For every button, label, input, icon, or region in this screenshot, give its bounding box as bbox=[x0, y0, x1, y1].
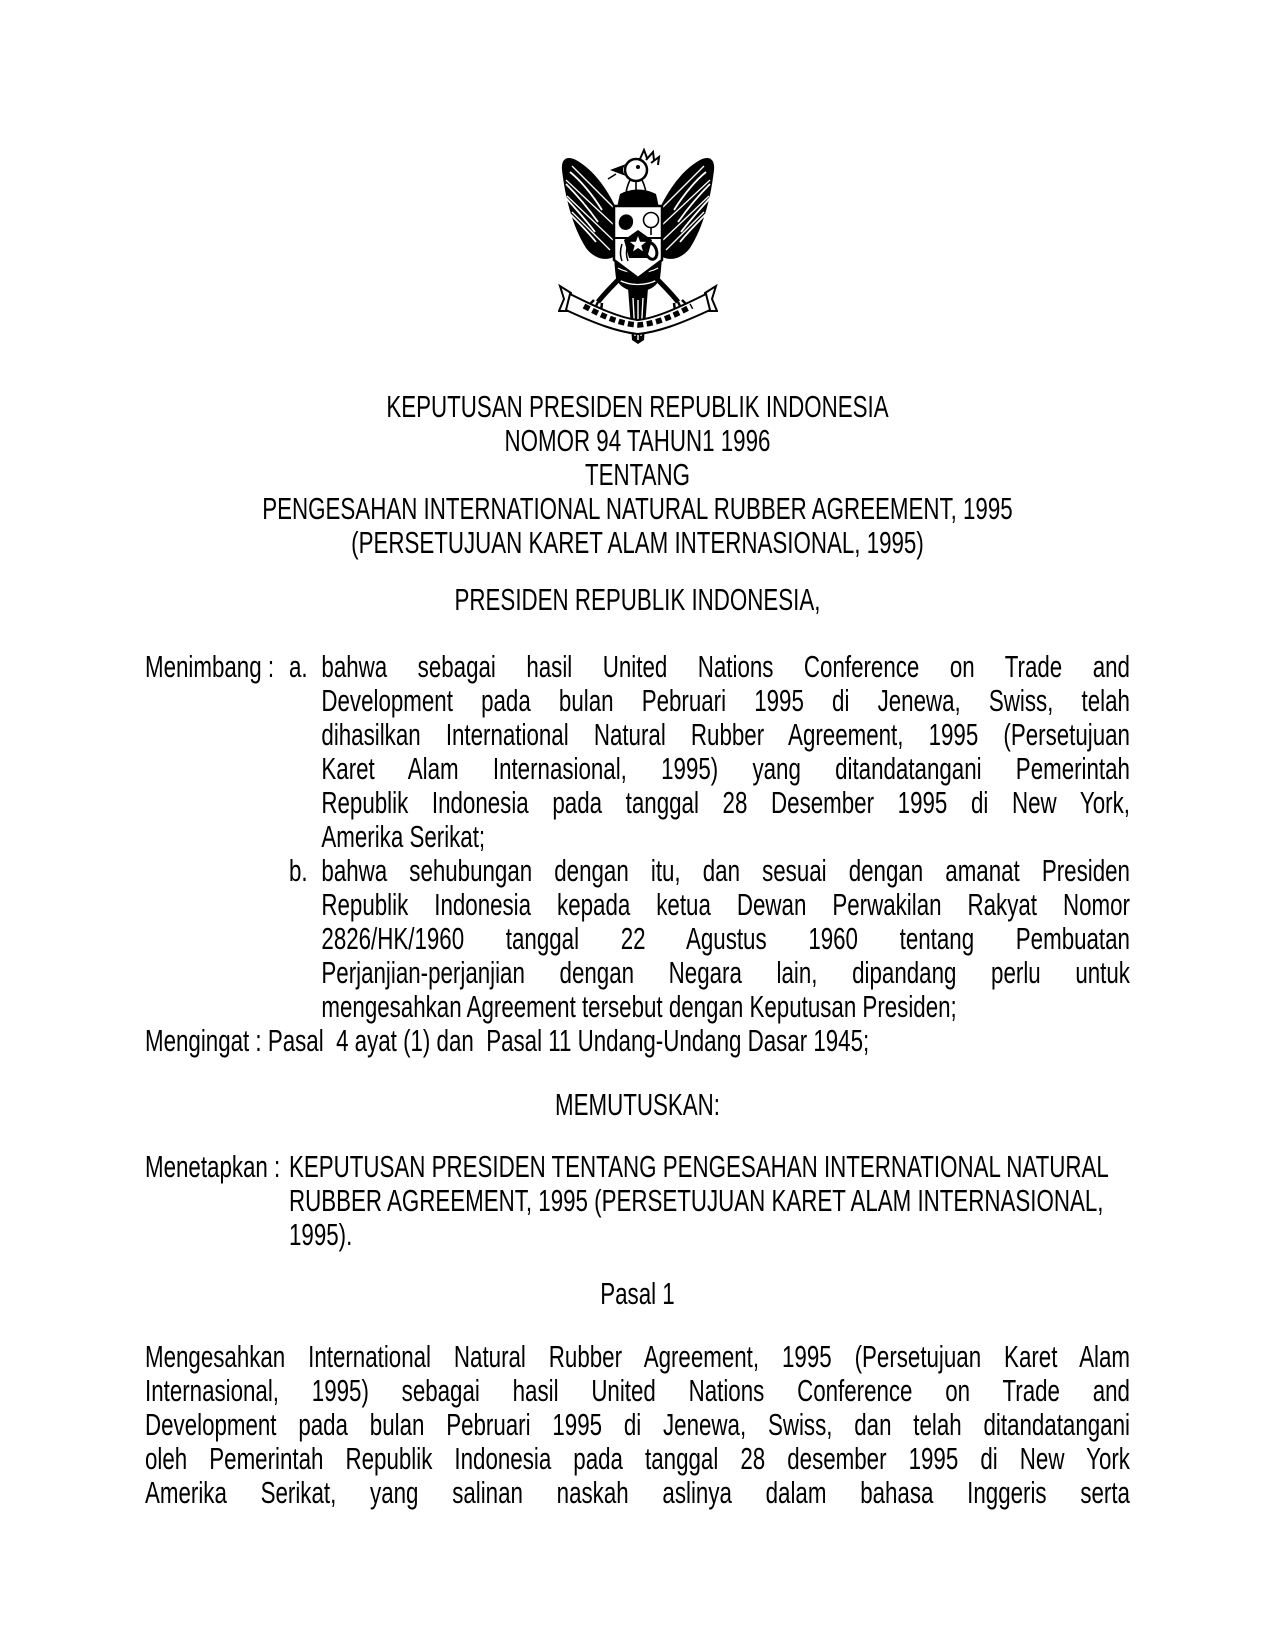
tail-feathers bbox=[628, 288, 648, 344]
text-line: (PERSETUJUAN KARET ALAM INTERNASIONAL, 1995) bbox=[351, 525, 924, 560]
text-line: Republik Indonesia pada tanggal 28 Desember 1995 di New York, bbox=[321, 785, 1130, 820]
text-line: TENTANG bbox=[584, 457, 690, 492]
text-line: Internasional, 1995) sebagai hasil United Nations Conference on Trade and bbox=[145, 1373, 1130, 1408]
item-b-marker: b. bbox=[289, 853, 308, 888]
menimbang-label: Menimbang : bbox=[145, 649, 275, 684]
item-a-marker: a. bbox=[289, 649, 308, 684]
item-b-text bbox=[321, 854, 1130, 1024]
text-line: 2826/HK/1960 tanggal 22 Agustus 1960 tentang Pembuatan bbox=[321, 921, 1130, 956]
text-line: Amerika Serikat; bbox=[321, 819, 486, 854]
right-wing-icon bbox=[657, 158, 714, 259]
mengingat-line: Mengingat : Pasal 4 ayat (1) dan Pasal 11 Undang-Undang Dasar 1945; bbox=[145, 1023, 870, 1058]
text-line: NOMOR 94 TAHUN1 1996 bbox=[504, 423, 771, 458]
text-line: Karet Alam Internasional, 1995) yang ditandatangani Pemerintah bbox=[321, 751, 1130, 786]
text-line: Mengesahkan International Natural Rubber Agreement, 1995 (Persetujuan Karet Alam bbox=[145, 1339, 1130, 1374]
text-line: KEPUTUSAN PRESIDEN REPUBLIK INDONESIA bbox=[386, 389, 889, 424]
menetapkan-label: Menetapkan : bbox=[145, 1149, 281, 1184]
document-content bbox=[145, 148, 1130, 1510]
text-line: Amerika Serikat, yang salinan naskah aslinya dalam bahasa Inggeris serta bbox=[145, 1475, 1130, 1510]
text-line: oleh Pemerintah Republik Indonesia pada tanggal 28 desember 1995 di New York bbox=[145, 1441, 1130, 1476]
text-line: bahwa sebagai hasil United Nations Conference on Trade and bbox=[321, 649, 1130, 684]
memutuskan-heading: MEMUTUSKAN: bbox=[555, 1087, 720, 1122]
text-line: Development pada bulan Pebruari 1995 di Jenewa, Swiss, telah bbox=[321, 683, 1130, 718]
text-line: PENGESAHAN INTERNATIONAL NATURAL RUBBER AGREEMENT, 1995 bbox=[262, 491, 1013, 526]
text-line: KEPUTUSAN PRESIDEN TENTANG PENGESAHAN INTERNATIONAL NATURAL bbox=[289, 1149, 1109, 1184]
text-line: Republik Indonesia kepada ketua Dewan Perwakilan Rakyat Nomor bbox=[321, 887, 1130, 922]
emblem-container bbox=[145, 148, 1130, 348]
document-title bbox=[145, 390, 1130, 560]
text-line: Development pada bulan Pebruari 1995 di Jenewa, Swiss, dan telah ditandatangani bbox=[145, 1407, 1130, 1442]
text-line: dihasilkan International Natural Rubber Agreement, 1995 (Persetujuan bbox=[321, 717, 1130, 752]
item-a-text bbox=[321, 650, 1130, 854]
text-line: Perjanjian-perjanjian dengan Negara lain, dipandang perlu untuk bbox=[321, 955, 1130, 990]
text-line: RUBBER AGREEMENT, 1995 (PERSETUJUAN KARET ALAM INTERNASIONAL, bbox=[289, 1183, 1104, 1218]
left-wing-icon bbox=[561, 158, 618, 259]
menetapkan-text bbox=[289, 1150, 1130, 1252]
pasal-1-paragraph bbox=[145, 1340, 1130, 1510]
text-line: 1995). bbox=[289, 1217, 353, 1252]
pasal-1-heading: Pasal 1 bbox=[600, 1276, 675, 1311]
text-line: bahwa sehubungan dengan itu, dan sesuai dengan amanat Presiden bbox=[321, 853, 1130, 888]
menetapkan-section bbox=[145, 1150, 1130, 1252]
salutation-line: PRESIDEN REPUBLIK INDONESIA, bbox=[454, 582, 821, 617]
garuda-pancasila-emblem bbox=[558, 148, 718, 348]
text-line: mengesahkan Agreement tersebut dengan Keputusan Presiden; bbox=[321, 989, 957, 1024]
menimbang-section bbox=[145, 650, 1130, 1024]
